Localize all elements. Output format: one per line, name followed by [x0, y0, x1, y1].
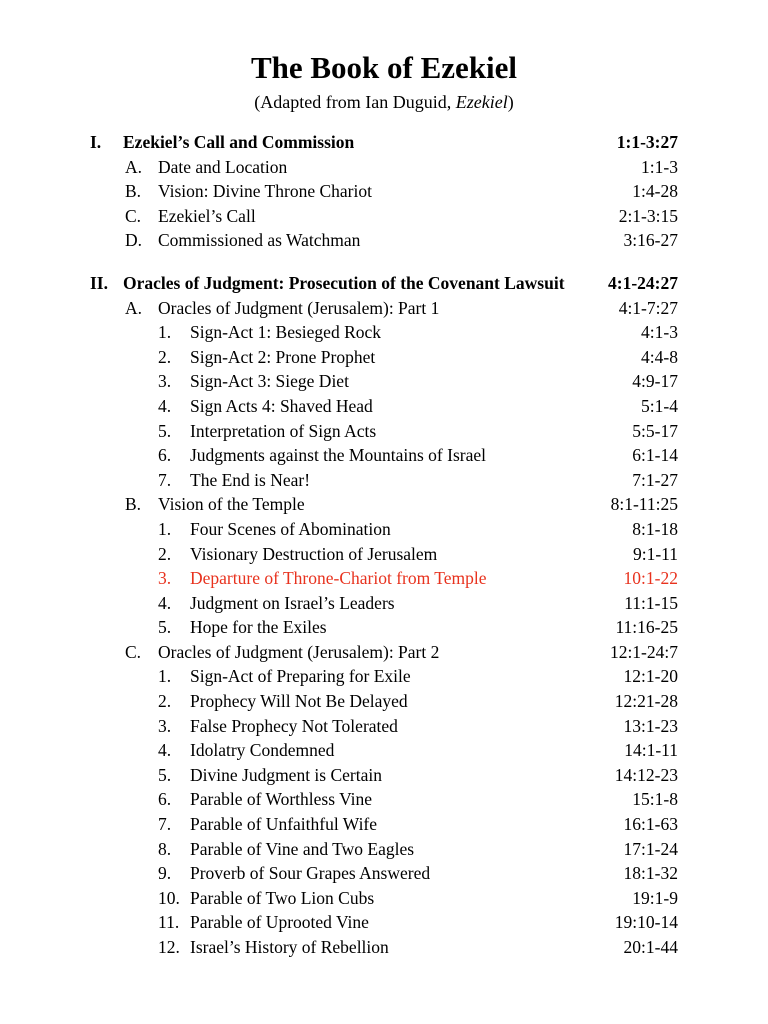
- outline-item-reference: 4:1-3: [641, 322, 678, 343]
- outline-item-reference: 19:1-9: [632, 887, 678, 908]
- outline-item-number: 7.: [158, 814, 172, 835]
- outline-item-title: Commissioned as Watchman: [158, 230, 361, 251]
- page-subtitle: [0, 90, 768, 114]
- outline-item-reference: 4:9-17: [632, 371, 678, 392]
- outline-item-number: II.: [90, 272, 108, 293]
- outline-item-title: Sign Acts 4: Shaved Head: [190, 395, 373, 416]
- outline-item-number: 10.: [158, 887, 180, 908]
- outline-item-level-3: [90, 517, 678, 542]
- outline-item-level-1: [90, 130, 678, 155]
- outline-item-number: A.: [125, 156, 143, 177]
- outline-item-reference: 2:1-3:15: [618, 205, 678, 226]
- outline-item-number: 12.: [158, 937, 180, 957]
- outline-item-number: B.: [125, 494, 142, 515]
- outline-item-number: 5.: [158, 617, 172, 638]
- outline-item-level-3: [90, 468, 678, 493]
- outline-item-level-3: [90, 615, 678, 640]
- outline-item-level-3: [90, 738, 678, 763]
- outline-item-level-3: [90, 837, 678, 862]
- outline-item-number: 5.: [158, 764, 172, 785]
- outline-item-level-3: [90, 345, 678, 370]
- outline-item-title: Sign-Act 2: Prone Prophet: [190, 346, 376, 367]
- outline-item-title: Sign-Act 3: Siege Diet: [190, 371, 349, 392]
- outline-item-title: Ezekiel’s Call: [158, 205, 256, 226]
- outline-item-number: 2.: [158, 691, 172, 712]
- outline-item-title: Hope for the Exiles: [190, 617, 327, 638]
- outline-item-reference: 18:1-32: [623, 863, 678, 884]
- outline-item-title: Vision: Divine Throne Chariot: [158, 181, 372, 202]
- outline-item-title: Parable of Two Lion Cubs: [190, 887, 375, 908]
- subtitle-prefix: (Adapted from Ian Duguid,: [254, 92, 456, 112]
- outline-item-level-3: [90, 886, 678, 911]
- outline-item-title: Departure of Throne-Chariot from Temple: [190, 568, 487, 589]
- outline-item-level-2: [90, 228, 678, 253]
- outline-item-title: Vision of the Temple: [158, 494, 305, 515]
- outline-item-title: Judgment on Israel’s Leaders: [190, 592, 395, 613]
- outline-item-title: Parable of Worthless Vine: [190, 789, 373, 810]
- outline-item-reference: 12:1-20: [623, 666, 678, 687]
- outline-item-number: 3.: [158, 568, 172, 589]
- outline-item-level-3: [90, 419, 678, 444]
- outline-item-level-1: [90, 271, 678, 296]
- outline-item-number: 4.: [158, 592, 172, 613]
- outline-item-reference: 8:1-11:25: [610, 494, 678, 515]
- outline-item-number: 4.: [158, 395, 172, 416]
- outline-item-reference: 11:1-15: [624, 592, 678, 613]
- outline-item-number: C.: [125, 641, 142, 662]
- subtitle-suffix: ): [507, 92, 514, 112]
- outline-item-reference: 4:1-7:27: [618, 297, 678, 318]
- outline-item-title: Oracles of Judgment (Jerusalem): Part 2: [158, 641, 440, 662]
- outline-item-level-3: [90, 812, 678, 837]
- outline-item-title: False Prophecy Not Tolerated: [190, 715, 398, 736]
- outline-item-reference: 12:21-28: [614, 691, 678, 712]
- outline-item-reference: 4:4-8: [641, 346, 678, 367]
- outline-item-title: Idolatry Condemned: [190, 740, 335, 761]
- outline-item-title: Sign-Act of Preparing for Exile: [190, 666, 411, 687]
- outline-item-level-3: [90, 369, 678, 394]
- outline-item-level-3: [90, 910, 678, 935]
- outline-item-reference: 15:1-8: [632, 789, 678, 810]
- outline-item-level-2: [90, 155, 678, 180]
- subtitle-book-title: Ezekiel: [455, 92, 508, 112]
- outline-item-number: 3.: [158, 715, 172, 736]
- outline-item-level-3: [90, 591, 678, 616]
- outline-item-number: I.: [90, 132, 102, 152]
- outline-item-title: Parable of Uprooted Vine: [190, 912, 369, 933]
- outline-item-title: Proverb of Sour Grapes Answered: [190, 863, 431, 884]
- outline-item-number: 7.: [158, 469, 172, 490]
- outline-item-number: 5.: [158, 420, 172, 441]
- outline-item-title: Israel’s History of Rebellion: [190, 937, 389, 957]
- outline-item-level-2: [90, 204, 678, 229]
- outline-item-reference: 16:1-63: [623, 814, 678, 835]
- outline-item-reference: 14:1-11: [624, 740, 678, 761]
- outline-item-title: Parable of Unfaithful Wife: [190, 814, 378, 835]
- outline-item-reference: 20:1-44: [623, 937, 678, 957]
- outline-item-reference: 12:1-24:7: [609, 641, 678, 662]
- outline-item-title: Date and Location: [158, 156, 288, 177]
- outline-item-number: 9.: [158, 863, 172, 884]
- outline-item-title: Interpretation of Sign Acts: [190, 420, 377, 441]
- outline-item-reference: 3:16-27: [623, 230, 678, 251]
- outline-item-title: Oracles of Judgment: Prosecution of the Covenant Lawsuit: [123, 272, 565, 293]
- outline-item-title: Sign-Act 1: Besieged Rock: [190, 322, 382, 343]
- outline-item-level-3: [90, 443, 678, 468]
- outline-item-reference: 17:1-24: [623, 838, 678, 859]
- outline-item-reference: 1:1-3:27: [616, 132, 678, 152]
- outline-item-reference: 8:1-18: [632, 518, 678, 539]
- outline-list: [90, 130, 678, 960]
- outline-item-title: Visionary Destruction of Jerusalem: [190, 543, 438, 564]
- outline-item-title: Oracles of Judgment (Jerusalem): Part 1: [158, 297, 440, 318]
- outline-item-level-3: [90, 542, 678, 567]
- outline-item-number: 1.: [158, 322, 172, 343]
- outline-item-reference: 11:16-25: [615, 617, 678, 638]
- outline-item-number: C.: [125, 205, 142, 226]
- outline-item-reference: 19:10-14: [614, 912, 678, 933]
- outline-item-number: 2.: [158, 346, 172, 367]
- outline-item-number: 3.: [158, 371, 172, 392]
- outline-item-title: Prophecy Will Not Be Delayed: [190, 691, 408, 712]
- outline-item-number: B.: [125, 181, 142, 202]
- outline-item-level-2: [90, 492, 678, 517]
- outline-item-title: Four Scenes of Abomination: [190, 518, 391, 539]
- outline-item-level-3: [90, 689, 678, 714]
- outline-item-level-3: [90, 861, 678, 886]
- outline-item-title: Ezekiel’s Call and Commission: [123, 132, 355, 152]
- outline-item-reference: 14:12-23: [614, 764, 678, 785]
- outline-item-level-3: [90, 566, 678, 591]
- outline-item-reference: 10:1-22: [623, 568, 678, 589]
- outline-item-reference: 1:4-28: [632, 181, 678, 202]
- outline-item-level-3: [90, 763, 678, 788]
- outline-item-number: 8.: [158, 838, 172, 859]
- outline-item-level-3: [90, 935, 678, 960]
- outline-item-level-3: [90, 320, 678, 345]
- outline-item-number: 11.: [158, 912, 180, 933]
- outline-item-reference: 9:1-11: [632, 543, 678, 564]
- outline-item-title: Parable of Vine and Two Eagles: [190, 838, 415, 859]
- outline-item-title: The End is Near!: [190, 469, 311, 490]
- outline-item-level-3: [90, 394, 678, 419]
- outline-item-level-2: [90, 296, 678, 321]
- outline-item-reference: 13:1-23: [623, 715, 678, 736]
- outline-item-number: 2.: [158, 543, 172, 564]
- outline-item-reference: 6:1-14: [632, 445, 678, 466]
- outline-item-number: 6.: [158, 445, 172, 466]
- outline-item-number: A.: [125, 297, 143, 318]
- outline-item-reference: 5:1-4: [641, 395, 678, 416]
- outline-item-reference: 5:5-17: [632, 420, 678, 441]
- outline-item-number: 4.: [158, 740, 172, 761]
- outline-item-level-3: [90, 664, 678, 689]
- outline-item-title: Judgments against the Mountains of Israel: [190, 445, 486, 466]
- page-title: The Book of Ezekiel: [250, 50, 518, 85]
- outline-item-level-3: [90, 714, 678, 739]
- outline-item-reference: 1:1-3: [641, 156, 678, 177]
- outline-item-reference: 4:1-24:27: [608, 272, 678, 293]
- outline-item-number: 6.: [158, 789, 172, 810]
- outline-item-number: 1.: [158, 518, 172, 539]
- outline-item-level-3: [90, 787, 678, 812]
- outline-item-level-2: [90, 640, 678, 665]
- outline-item-number: D.: [125, 230, 143, 251]
- outline-item-number: 1.: [158, 666, 172, 687]
- outline-item-reference: 7:1-27: [632, 469, 678, 490]
- outline-item-level-2: [90, 179, 678, 204]
- outline-item-title: Divine Judgment is Certain: [190, 764, 382, 785]
